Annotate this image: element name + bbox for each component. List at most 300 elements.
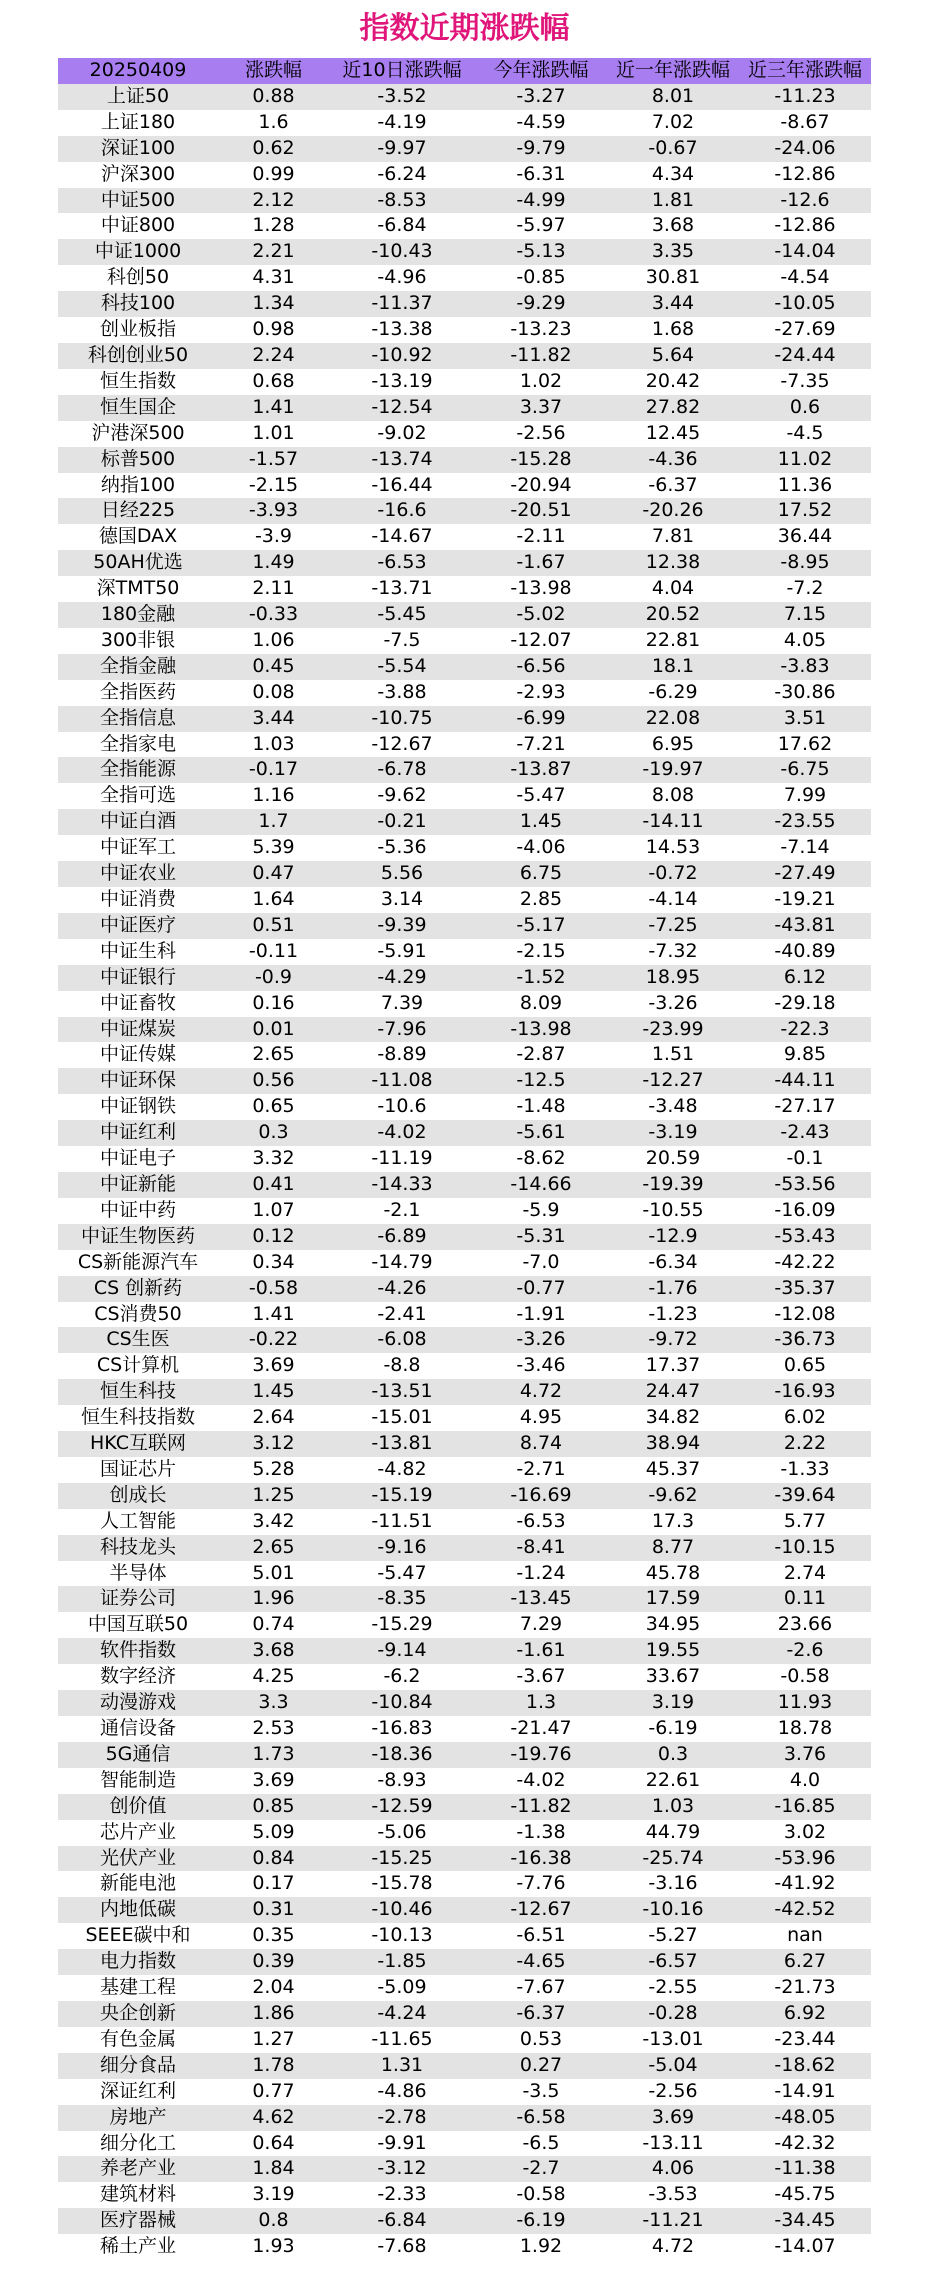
change-1year-cell: 20.42 [607,369,739,395]
table-row [58,939,871,965]
change-3year-cell: -39.64 [739,1483,871,1509]
change-3year-cell: 18.78 [739,1716,871,1742]
change-3year-cell: 0.65 [739,1353,871,1379]
index-name-cell: 中证煤炭 [58,1017,218,1043]
index-name-cell: CS消费50 [58,1302,218,1328]
table-row [58,2208,871,2234]
change-3year-cell: 6.92 [739,2001,871,2027]
index-name-cell: 深证红利 [58,2079,218,2105]
ytd-change-cell: -7.76 [475,1871,607,1897]
change-1year-cell: -1.76 [607,1276,739,1302]
change-10day-cell: -13.19 [329,369,475,395]
change-10day-cell: -6.2 [329,1664,475,1690]
change-10day-cell: -5.06 [329,1820,475,1846]
change-3year-cell: -42.52 [739,1897,871,1923]
change-3year-cell: 6.27 [739,1949,871,1975]
change-10day-cell: -10.13 [329,1923,475,1949]
change-1year-cell: -5.27 [607,1923,739,1949]
table-row [58,783,871,809]
change-10day-cell: -6.84 [329,213,475,239]
change-cell: 0.17 [218,1871,329,1897]
ytd-change-cell: -0.85 [475,265,607,291]
change-cell: 2.21 [218,239,329,265]
change-10day-cell: -12.54 [329,395,475,421]
table-row [58,1509,871,1535]
table-row [58,835,871,861]
change-3year-cell: -19.21 [739,887,871,913]
index-name-cell: 中证新能 [58,1172,218,1198]
ytd-change-cell: -2.71 [475,1457,607,1483]
index-name-cell: 纳指100 [58,473,218,499]
table-row [58,1120,871,1146]
change-1year-cell: 17.3 [607,1509,739,1535]
change-cell: 0.98 [218,317,329,343]
index-name-cell: 中证电子 [58,1146,218,1172]
header-row [58,58,871,84]
change-1year-cell: 1.81 [607,188,739,214]
change-10day-cell: -8.89 [329,1042,475,1068]
ytd-change-cell: -4.59 [475,110,607,136]
change-10day-cell: -6.89 [329,1224,475,1250]
index-name-cell: 上证180 [58,110,218,136]
change-10day-cell: -2.33 [329,2182,475,2208]
change-cell: 1.07 [218,1198,329,1224]
change-3year-cell: -36.73 [739,1327,871,1353]
change-10day-cell: -14.67 [329,524,475,550]
ytd-change-cell: -8.41 [475,1535,607,1561]
ytd-change-cell: -4.65 [475,1949,607,1975]
change-3year-cell: -41.92 [739,1871,871,1897]
change-10day-cell: 7.39 [329,991,475,1017]
table-row [58,1820,871,1846]
ytd-change-cell: 0.27 [475,2053,607,2079]
change-3year-cell: -14.07 [739,2234,871,2260]
ytd-change-cell: -0.58 [475,2182,607,2208]
change-cell: 5.28 [218,1457,329,1483]
change-10day-cell: -16.44 [329,473,475,499]
change-10day-cell: -7.5 [329,628,475,654]
ytd-change-cell: -6.56 [475,654,607,680]
change-cell: 2.24 [218,343,329,369]
change-cell: 2.53 [218,1716,329,1742]
change-1year-cell: 3.68 [607,213,739,239]
change-cell: 1.64 [218,887,329,913]
change-cell: -0.17 [218,757,329,783]
table-row [58,1198,871,1224]
change-cell: 0.45 [218,654,329,680]
change-cell: 3.68 [218,1638,329,1664]
index-performance-table [58,58,871,2260]
ytd-change-cell: -11.82 [475,343,607,369]
table-row [58,1094,871,1120]
change-cell: -0.9 [218,965,329,991]
index-name-cell: 芯片产业 [58,1820,218,1846]
ytd-change-cell: -13.87 [475,757,607,783]
change-3year-cell: -16.85 [739,1794,871,1820]
table-row [58,136,871,162]
change-10day-cell: -4.19 [329,110,475,136]
change-10day-cell: -9.16 [329,1535,475,1561]
change-3year-cell: -45.75 [739,2182,871,2208]
change-3year-cell: 17.62 [739,732,871,758]
change-10day-cell: -10.43 [329,239,475,265]
index-name-cell: 深TMT50 [58,576,218,602]
header-3year-change: 近三年涨跌幅 [739,58,871,84]
change-10day-cell: -2.1 [329,1198,475,1224]
change-10day-cell: -12.67 [329,732,475,758]
table-row [58,654,871,680]
change-1year-cell: -9.72 [607,1327,739,1353]
change-3year-cell: -2.43 [739,1120,871,1146]
index-name-cell: 中证传媒 [58,1042,218,1068]
index-name-cell: 半导体 [58,1561,218,1587]
ytd-change-cell: 1.3 [475,1690,607,1716]
table-row [58,2131,871,2157]
change-10day-cell: -4.24 [329,2001,475,2027]
change-3year-cell: -7.14 [739,835,871,861]
ytd-change-cell: -4.06 [475,835,607,861]
change-10day-cell: -6.08 [329,1327,475,1353]
change-1year-cell: 19.55 [607,1638,739,1664]
change-10day-cell: -10.6 [329,1094,475,1120]
change-1year-cell: 1.68 [607,317,739,343]
change-10day-cell: -2.41 [329,1302,475,1328]
change-3year-cell: -0.58 [739,1664,871,1690]
change-3year-cell: -6.75 [739,757,871,783]
change-1year-cell: 8.01 [607,84,739,110]
change-3year-cell: 0.11 [739,1586,871,1612]
change-cell: 3.42 [218,1509,329,1535]
index-name-cell: CS生医 [58,1327,218,1353]
change-cell: -3.9 [218,524,329,550]
ytd-change-cell: -2.93 [475,680,607,706]
table-row [58,498,871,524]
change-3year-cell: -34.45 [739,2208,871,2234]
header-change: 涨跌幅 [218,58,329,84]
table-row [58,1742,871,1768]
table-row [58,1586,871,1612]
index-name-cell: 稀土产业 [58,2234,218,2260]
change-3year-cell: 17.52 [739,498,871,524]
table-row [58,343,871,369]
table-row [58,1250,871,1276]
change-10day-cell: -10.46 [329,1897,475,1923]
change-cell: 5.39 [218,835,329,861]
ytd-change-cell: -5.9 [475,1198,607,1224]
change-cell: 0.41 [218,1172,329,1198]
change-cell: 1.78 [218,2053,329,2079]
table-row [58,1457,871,1483]
index-name-cell: 中证钢铁 [58,1094,218,1120]
ytd-change-cell: -6.37 [475,2001,607,2027]
ytd-change-cell: -15.28 [475,447,607,473]
change-cell: 1.49 [218,550,329,576]
change-1year-cell: -3.26 [607,991,739,1017]
ytd-change-cell: -12.67 [475,1897,607,1923]
index-name-cell: 中证红利 [58,1120,218,1146]
change-10day-cell: -9.97 [329,136,475,162]
change-1year-cell: -0.72 [607,861,739,887]
index-name-cell: 创业板指 [58,317,218,343]
change-1year-cell: -3.19 [607,1120,739,1146]
change-1year-cell: 4.72 [607,2234,739,2260]
change-3year-cell: -7.35 [739,369,871,395]
change-cell: 1.16 [218,783,329,809]
change-1year-cell: 4.04 [607,576,739,602]
table-row [58,965,871,991]
index-name-cell: 全指医药 [58,680,218,706]
ytd-change-cell: 1.02 [475,369,607,395]
table-row [58,991,871,1017]
change-10day-cell: -1.85 [329,1949,475,1975]
change-cell: 1.28 [218,213,329,239]
change-3year-cell: -10.05 [739,291,871,317]
change-cell: -0.22 [218,1327,329,1353]
ytd-change-cell: -5.02 [475,602,607,628]
ytd-change-cell: -6.53 [475,1509,607,1535]
change-cell: 0.51 [218,913,329,939]
change-1year-cell: 1.51 [607,1042,739,1068]
change-10day-cell: -15.29 [329,1612,475,1638]
ytd-change-cell: -12.07 [475,628,607,654]
change-cell: 0.88 [218,84,329,110]
change-cell: 0.77 [218,2079,329,2105]
change-1year-cell: 12.45 [607,421,739,447]
change-10day-cell: -4.29 [329,965,475,991]
ytd-change-cell: -3.67 [475,1664,607,1690]
change-cell: 2.65 [218,1535,329,1561]
change-1year-cell: -12.27 [607,1068,739,1094]
table-row [58,1768,871,1794]
change-cell: 0.68 [218,369,329,395]
table-row [58,395,871,421]
table-row [58,1172,871,1198]
index-name-cell: 创成长 [58,1483,218,1509]
change-10day-cell: -5.54 [329,654,475,680]
change-1year-cell: -4.14 [607,887,739,913]
change-10day-cell: -5.47 [329,1561,475,1587]
change-10day-cell: -11.65 [329,2027,475,2053]
change-10day-cell: -10.92 [329,343,475,369]
change-cell: -1.57 [218,447,329,473]
change-1year-cell: 22.81 [607,628,739,654]
table-row [58,1690,871,1716]
change-cell: 1.41 [218,1302,329,1328]
change-3year-cell: -21.73 [739,1975,871,2001]
change-10day-cell: -3.12 [329,2156,475,2182]
index-name-cell: 恒生指数 [58,369,218,395]
index-name-cell: 标普500 [58,447,218,473]
index-name-cell: 5G通信 [58,1742,218,1768]
ytd-change-cell: -5.97 [475,213,607,239]
change-1year-cell: -5.04 [607,2053,739,2079]
change-10day-cell: -9.14 [329,1638,475,1664]
page-title: 指数近期涨跌幅 [359,11,570,46]
table-row [58,861,871,887]
table-row [58,732,871,758]
index-name-cell: 中证医疗 [58,913,218,939]
change-1year-cell: 38.94 [607,1431,739,1457]
change-1year-cell: -11.21 [607,2208,739,2234]
change-3year-cell: -12.6 [739,188,871,214]
change-cell: 3.12 [218,1431,329,1457]
table-row [58,369,871,395]
change-10day-cell: -4.26 [329,1276,475,1302]
index-name-cell: 中证中药 [58,1198,218,1224]
change-3year-cell: -23.44 [739,2027,871,2053]
change-cell: 5.01 [218,1561,329,1587]
ytd-change-cell: 7.29 [475,1612,607,1638]
ytd-change-cell: 4.72 [475,1379,607,1405]
change-1year-cell: 30.81 [607,265,739,291]
header-10day-change: 近10日涨跌幅 [329,58,475,84]
index-name-cell: 日经225 [58,498,218,524]
change-cell: 2.11 [218,576,329,602]
ytd-change-cell: -3.5 [475,2079,607,2105]
table-row [58,2027,871,2053]
ytd-change-cell: -13.45 [475,1586,607,1612]
change-cell: 5.09 [218,1820,329,1846]
index-name-cell: 医疗器械 [58,2208,218,2234]
change-cell: 2.12 [218,188,329,214]
change-3year-cell: -40.89 [739,939,871,965]
ytd-change-cell: -3.27 [475,84,607,110]
change-cell: 0.74 [218,1612,329,1638]
change-3year-cell: 7.15 [739,602,871,628]
change-3year-cell: -22.3 [739,1017,871,1043]
table-row [58,1638,871,1664]
ytd-change-cell: -7.0 [475,1250,607,1276]
table-row [58,447,871,473]
change-cell: 4.25 [218,1664,329,1690]
ytd-change-cell: -7.21 [475,732,607,758]
change-1year-cell: -9.62 [607,1483,739,1509]
ytd-change-cell: -11.82 [475,1794,607,1820]
index-name-cell: 50AH优选 [58,550,218,576]
table-row [58,1561,871,1587]
index-name-cell: 恒生科技 [58,1379,218,1405]
change-1year-cell: -13.01 [607,2027,739,2053]
change-cell: -2.15 [218,473,329,499]
change-3year-cell: 11.93 [739,1690,871,1716]
ytd-change-cell: -5.61 [475,1120,607,1146]
index-name-cell: 中证800 [58,213,218,239]
table-row [58,213,871,239]
change-10day-cell: -13.71 [329,576,475,602]
change-10day-cell: -13.74 [329,447,475,473]
index-name-cell: 中证军工 [58,835,218,861]
index-name-cell: 有色金属 [58,2027,218,2053]
change-10day-cell: -6.24 [329,162,475,188]
change-10day-cell: -2.78 [329,2105,475,2131]
change-3year-cell: 9.85 [739,1042,871,1068]
index-name-cell: 新能电池 [58,1871,218,1897]
change-cell: 0.62 [218,136,329,162]
change-1year-cell: -0.28 [607,2001,739,2027]
change-3year-cell: -12.86 [739,162,871,188]
ytd-change-cell: -1.52 [475,965,607,991]
change-cell: 1.45 [218,1379,329,1405]
change-3year-cell: -8.67 [739,110,871,136]
index-name-cell: 养老产业 [58,2156,218,2182]
table-row [58,1353,871,1379]
change-cell: 1.7 [218,809,329,835]
change-cell: 4.62 [218,2105,329,2131]
change-10day-cell: -3.52 [329,84,475,110]
change-3year-cell: -8.95 [739,550,871,576]
ytd-change-cell: -8.62 [475,1146,607,1172]
change-1year-cell: -19.97 [607,757,739,783]
table-row [58,1716,871,1742]
change-3year-cell: -42.22 [739,1250,871,1276]
table-row [58,2053,871,2079]
index-name-cell: 房地产 [58,2105,218,2131]
change-cell: 3.32 [218,1146,329,1172]
change-cell: 2.64 [218,1405,329,1431]
table-row [58,1276,871,1302]
change-3year-cell: -1.33 [739,1457,871,1483]
index-name-cell: 基建工程 [58,1975,218,2001]
change-cell: 0.85 [218,1794,329,1820]
table-row [58,2105,871,2131]
index-name-cell: 智能制造 [58,1768,218,1794]
ytd-change-cell: -19.76 [475,1742,607,1768]
change-1year-cell: 20.52 [607,602,739,628]
index-name-cell: 上证50 [58,84,218,110]
change-3year-cell: -7.2 [739,576,871,602]
index-name-cell: 中证生科 [58,939,218,965]
change-10day-cell: -16.83 [329,1716,475,1742]
index-name-cell: 全指能源 [58,757,218,783]
ytd-change-cell: -12.5 [475,1068,607,1094]
index-name-cell: 动漫游戏 [58,1690,218,1716]
header-1year-change: 近一年涨跌幅 [607,58,739,84]
change-3year-cell: 3.76 [739,1742,871,1768]
table-row [58,1897,871,1923]
table-row [58,265,871,291]
header-date: 20250409 [58,58,218,84]
change-cell: 3.44 [218,706,329,732]
change-1year-cell: 22.61 [607,1768,739,1794]
ytd-change-cell: -2.7 [475,2156,607,2182]
ytd-change-cell: -2.15 [475,939,607,965]
change-cell: 1.06 [218,628,329,654]
index-name-cell: 数字经济 [58,1664,218,1690]
change-1year-cell: 7.81 [607,524,739,550]
ytd-change-cell: -20.94 [475,473,607,499]
change-10day-cell: -8.8 [329,1353,475,1379]
change-cell: 1.41 [218,395,329,421]
change-1year-cell: 24.47 [607,1379,739,1405]
change-1year-cell: 1.03 [607,1794,739,1820]
change-1year-cell: 45.37 [607,1457,739,1483]
change-3year-cell: 4.05 [739,628,871,654]
index-name-cell: 人工智能 [58,1509,218,1535]
index-name-cell: CS计算机 [58,1353,218,1379]
change-cell: 0.35 [218,1923,329,1949]
ytd-change-cell: -4.02 [475,1768,607,1794]
change-10day-cell: -10.75 [329,706,475,732]
ytd-change-cell: -16.69 [475,1483,607,1509]
change-1year-cell: -3.48 [607,1094,739,1120]
table-row [58,680,871,706]
table-row [58,84,871,110]
ytd-change-cell: -6.99 [475,706,607,732]
change-10day-cell: -12.59 [329,1794,475,1820]
table-row [58,188,871,214]
change-cell: 2.04 [218,1975,329,2001]
change-10day-cell: -9.39 [329,913,475,939]
